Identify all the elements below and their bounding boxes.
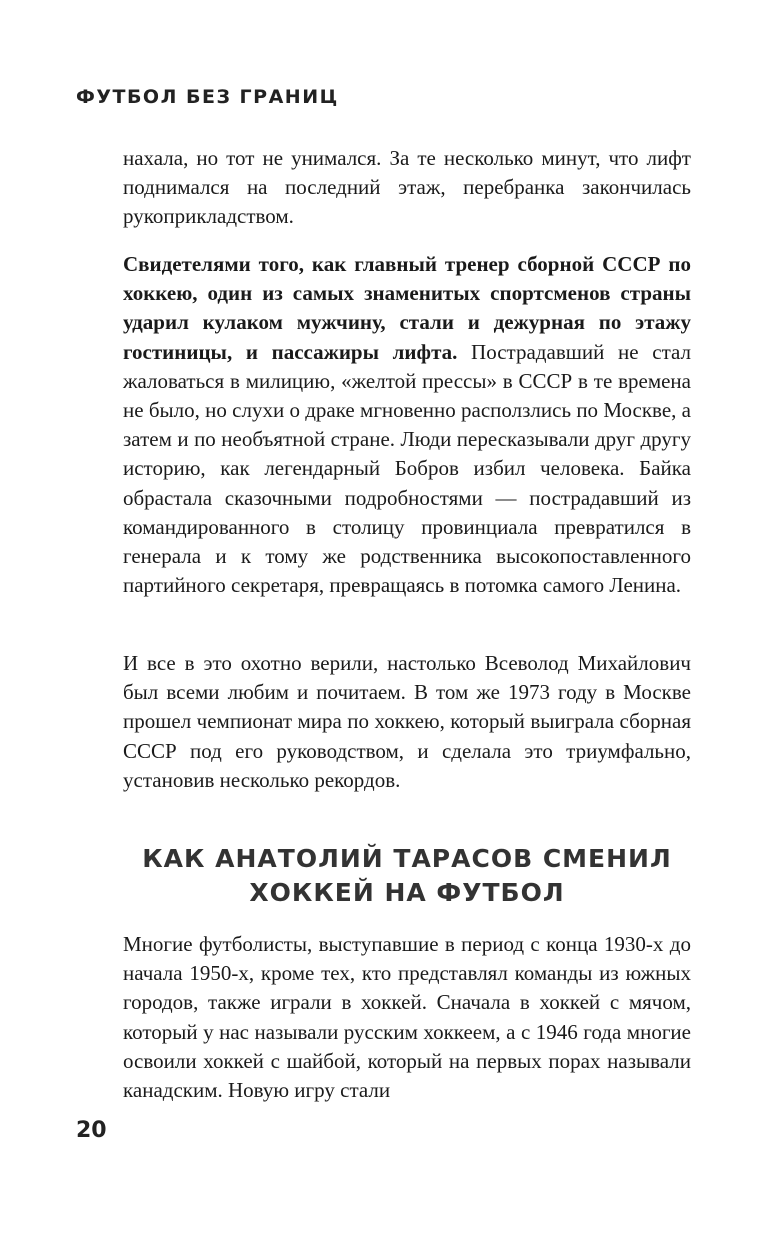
paragraph-text: нахала, но тот не унимался. За те несколько минут, что лифт поднимался на последний этаж, перебранка закончилась рукоприкладством. [123,146,691,229]
paragraph-4 [123,930,691,1105]
paragraph-1 [123,144,691,232]
section-heading-line-2: ХОККЕЙ НА ФУТБОЛ [249,878,565,907]
bold-lead-in: Свидетелями того, как главный тренер сборной СССР по хоккею, один из самых знаменитых спортсменов страны ударил кулаком мужчину, стали и дежурная по этажу гостиницы, и пассажиры лифта. [123,252,691,364]
running-head: ФУТБОЛ БЕЗ ГРАНИЦ [76,86,339,108]
paragraph-text: Многие футболисты, выступавшие в период с конца 1930-х до начала 1950-х, кроме тех, кто представлял команды из южных городов, также играли в хоккей. Сначала в хоккей с мячом, который у нас называли русским хоккеем, а с 1946 года многие освоили хоккей с шайбой, который на первых порах называли канадским. Новую игру стали [123,932,691,1103]
paragraph-2 [123,250,691,600]
section-heading-line-1: КАК АНАТОЛИЙ ТАРАСОВ СМЕНИЛ [142,844,672,873]
section-heading [100,842,714,910]
paragraph-text: И все в это охотно верили, настолько Всеволод Михайлович был всеми любим и почитаем. В том же 1973 году в Москве прошел чемпионат мира по хоккею, который выиграла сборная СССР под его руководством, и сделала это триумфально, установив несколько рекордов. [123,651,691,792]
paragraph-text [123,250,691,600]
paragraph-3 [123,649,691,795]
paragraph-continuation: Пострадавший не стал жаловаться в милицию, «желтой прессы» в СССР в те времена не было, но слухи о драке мгновенно расползлись по Москве, а затем и по необъятной стране. Люди пересказывали друг другу историю, как легендарный Бобров избил человека. Байка обрастала сказочными подробностями — пострадавший из командированного в столицу провинциала превратился в генерала и к тому же родственника высокопоставленного партийного секретаря, превращаясь в потомка самого Ленина. [123,339,691,598]
page-number: 20 [76,1118,107,1143]
